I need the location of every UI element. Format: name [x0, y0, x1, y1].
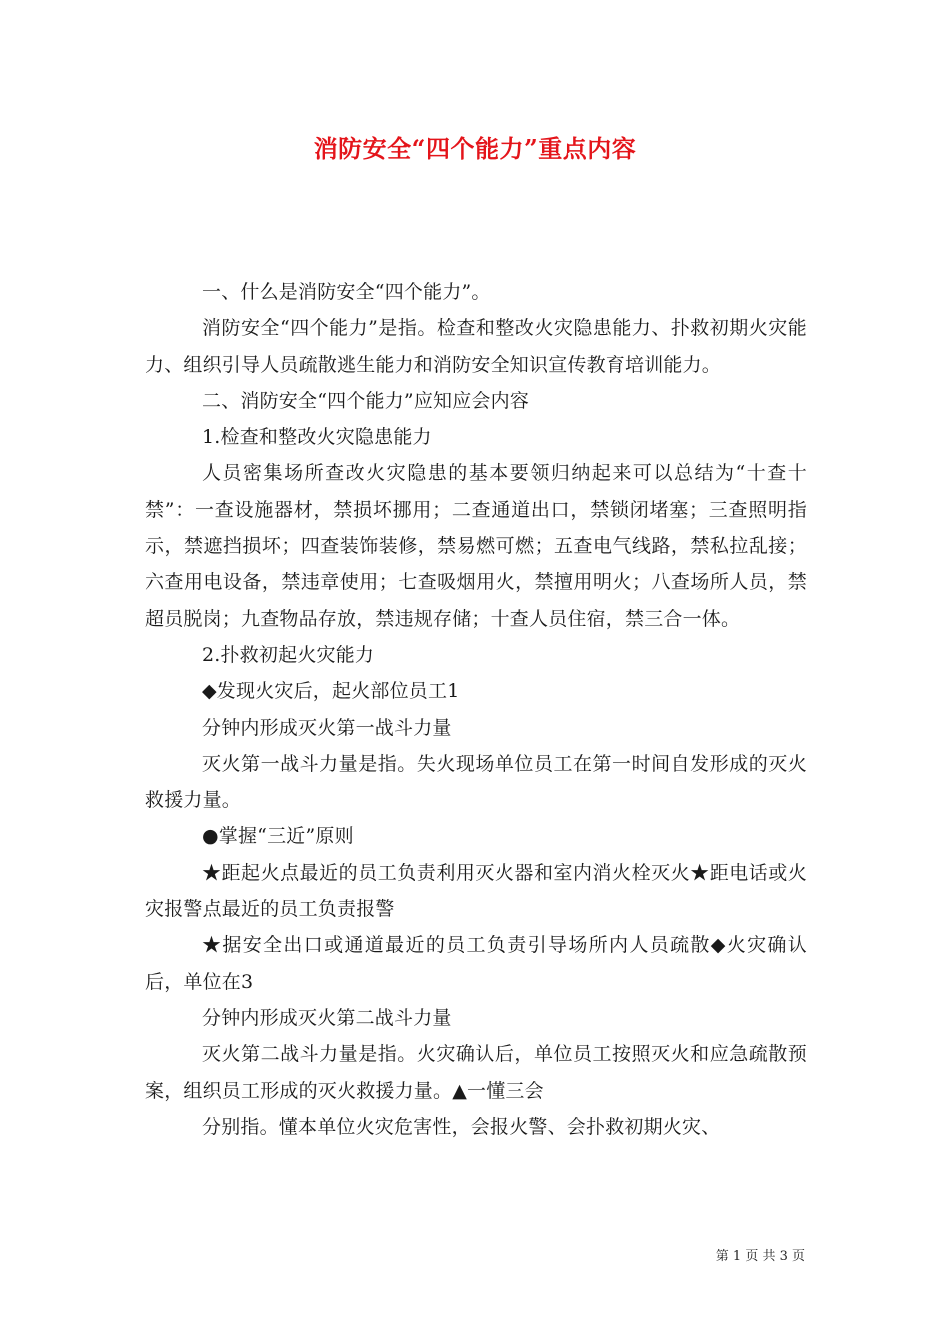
paragraph: 一、什么是消防安全“四个能力”。: [202, 281, 491, 303]
page-number-footer: 第 1 页 共 3 页: [715, 1249, 805, 1264]
paragraph: 2.扑救初起火灾能力: [202, 643, 375, 666]
document-title: 消防安全“四个能力”重点内容: [313, 134, 637, 163]
paragraph: 分钟内形成灭火第一战斗力量: [202, 716, 452, 739]
paragraph: ★距起火点最近的员工负责利用灭火器和室内消火栓灭火★距电话或火灾报警点最近的员工负责报警: [145, 861, 807, 921]
paragraph: ●掌握“三近”原则: [202, 825, 354, 848]
document-body: [145, 274, 807, 1145]
paragraph: 灭火第一战斗力量是指。失火现场单位员工在第一时间自发形成的灭火救援力量。: [145, 752, 807, 812]
paragraph: 分钟内形成灭火第二战斗力量: [202, 1006, 452, 1029]
paragraph: 灭火第二战斗力量是指。火灾确认后，单位员工按照灭火和应急疏散预案，组织员工形成的灭火救援力量。▲一懂三会: [145, 1043, 807, 1102]
paragraph: 1.检查和整改火灾隐患能力: [202, 426, 432, 449]
paragraph: ◆发现火灾后，起火部位员工1: [202, 680, 460, 703]
paragraph: 分别指。懂本单位火灾危害性，会报火警、会扑救初期火灾、: [202, 1115, 721, 1138]
paragraph: ★据安全出口或通道最近的员工负责引导场所内人员疏散◆火灾确认后，单位在3: [145, 934, 807, 993]
paragraph: 消防安全“四个能力”是指。检查和整改火灾隐患能力、扑救初期火灾能力、组织引导人员疏散逃生能力和消防安全知识宣传教育培训能力。: [145, 317, 807, 376]
paragraph: 人员密集场所查改火灾隐患的基本要领归纳起来可以总结为“十查十禁”：一查设施器材，禁损坏挪用；二查通道出口，禁锁闭堵塞；三查照明指示，禁遮挡损坏；四查装饰装修，禁易燃可燃；五查电气线路，禁私拉乱接；六查用电设备，禁违章使用；七查吸烟用火，禁擅用明火；八查场所人员，禁超员脱岗；九查物品存放，禁违规存储；十查人员住宿，禁三合一体。: [145, 462, 807, 630]
paragraph: 二、消防安全“四个能力”应知应会内容: [202, 389, 530, 412]
